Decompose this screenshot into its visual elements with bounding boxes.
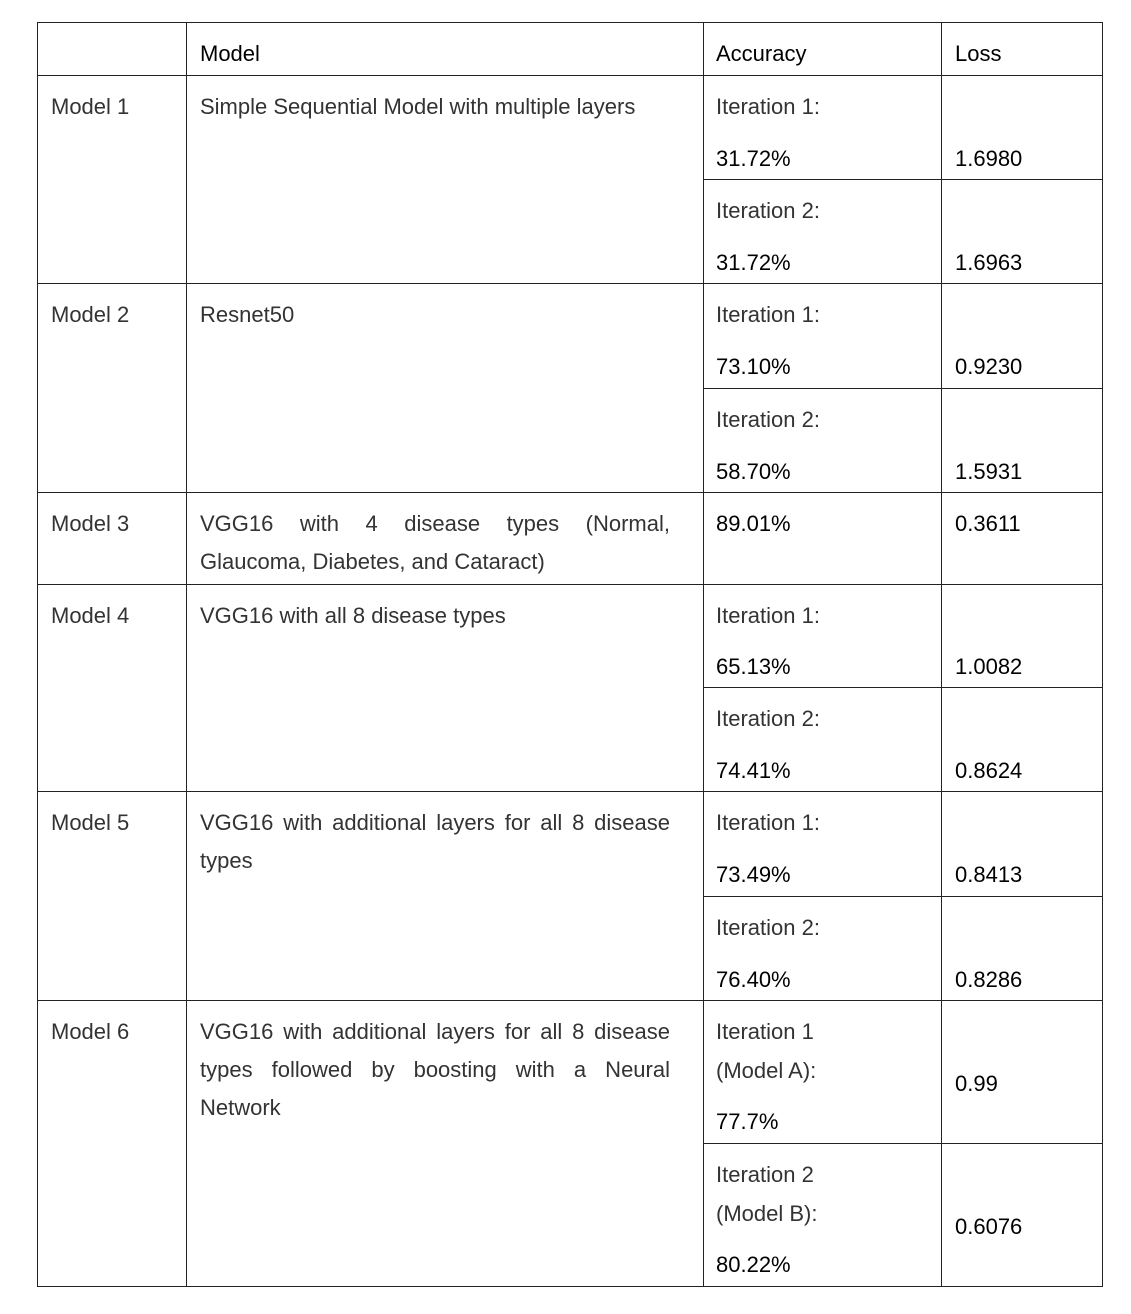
model-name: Model 3 [51, 511, 130, 536]
subrow-divider [703, 687, 1103, 688]
loss-value: 1.5931 [955, 459, 1023, 484]
accuracy-value: 65.13% [716, 654, 791, 679]
model-description: VGG16 with 4 disease types (Normal, Glaucoma, Diabetes, and Cataract) [200, 511, 670, 574]
accuracy-value: 73.10% [716, 354, 791, 379]
loss-value: 0.8624 [955, 758, 1023, 783]
table-border-bottom [37, 1286, 1103, 1287]
iteration-sublabel: (Model A): [716, 1058, 817, 1083]
iteration-label: Iteration 1: [716, 603, 820, 628]
loss-value: 1.6980 [955, 146, 1023, 171]
iteration-label: Iteration 1 [716, 1019, 814, 1044]
column-divider [703, 22, 704, 1287]
column-divider [186, 22, 187, 1287]
row-divider [37, 283, 1103, 284]
subrow-divider [703, 1143, 1103, 1144]
loss-value: 0.9230 [955, 354, 1023, 379]
row-divider [37, 1000, 1103, 1001]
model-name: Model 1 [51, 94, 130, 119]
model-description: Simple Sequential Model with multiple layers [200, 94, 636, 119]
header-model: Model [200, 41, 260, 66]
iteration-label: Iteration 1: [716, 94, 820, 119]
iteration-label: Iteration 2: [716, 706, 820, 731]
iteration-label: Iteration 2: [716, 198, 820, 223]
loss-value: 0.3611 [955, 511, 1021, 536]
model-description: Resnet50 [200, 302, 295, 327]
iteration-label: Iteration 2: [716, 407, 820, 432]
loss-value: 0.99 [955, 1071, 998, 1096]
iteration-label: Iteration 1: [716, 810, 820, 835]
model-description: VGG16 with additional layers for all 8 disease types [200, 810, 670, 873]
subrow-divider [703, 896, 1103, 897]
iteration-label: Iteration 2 [716, 1162, 814, 1187]
header-accuracy: Accuracy [716, 41, 807, 66]
accuracy-value: 80.22% [716, 1252, 791, 1277]
accuracy-value: 31.72% [716, 250, 791, 275]
model-name: Model 5 [51, 810, 130, 835]
column-divider [941, 22, 942, 1287]
model-description: VGG16 with all 8 disease types [200, 603, 506, 628]
subrow-divider [703, 179, 1103, 180]
loss-value: 1.0082 [955, 654, 1023, 679]
row-divider [37, 584, 1103, 585]
accuracy-value: 89.01% [716, 511, 791, 536]
loss-value: 1.6963 [955, 250, 1023, 275]
model-name: Model 2 [51, 302, 130, 327]
accuracy-value: 58.70% [716, 459, 791, 484]
row-divider [37, 791, 1103, 792]
header-divider [37, 75, 1103, 76]
iteration-sublabel: (Model B): [716, 1201, 818, 1226]
model-name: Model 4 [51, 603, 130, 628]
table-border-right [1102, 22, 1103, 1287]
iteration-label: Iteration 1: [716, 302, 820, 327]
iteration-label: Iteration 2: [716, 915, 820, 940]
accuracy-value: 73.49% [716, 862, 791, 887]
accuracy-value: 31.72% [716, 146, 791, 171]
accuracy-value: 77.7% [716, 1109, 779, 1134]
accuracy-value: 74.41% [716, 758, 791, 783]
row-divider [37, 492, 1103, 493]
table-border-top [37, 22, 1103, 23]
model-description: VGG16 with additional layers for all 8 disease types followed by boosting with a Neural Network [200, 1019, 670, 1120]
loss-value: 0.8286 [955, 967, 1023, 992]
subrow-divider [703, 388, 1103, 389]
table-border-left [37, 22, 38, 1287]
loss-value: 0.8413 [955, 862, 1023, 887]
header-loss: Loss [955, 41, 1002, 66]
model-name: Model 6 [51, 1019, 130, 1044]
loss-value: 0.6076 [955, 1214, 1023, 1239]
accuracy-value: 76.40% [716, 967, 791, 992]
